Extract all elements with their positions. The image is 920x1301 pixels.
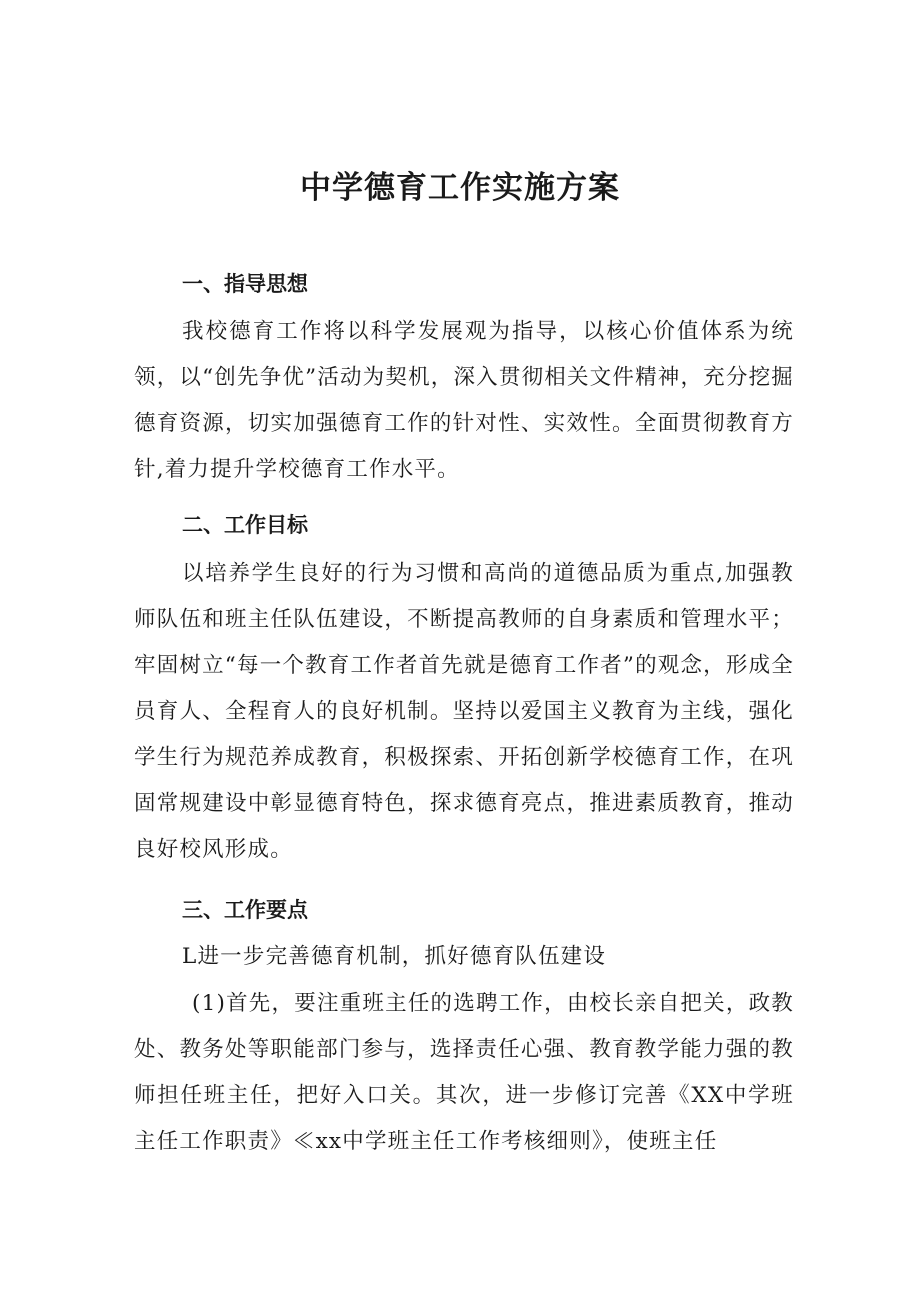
paragraph-guiding-ideology: 我校德育工作将以科学发展观为指导，以核心价值体系为统领，以“创先争优”活动为契机，深入贯彻相关文件精神，充分挖掘德育资源，切实加强德育工作的针对性、实效性。全面贯彻教育方针,着力提升学校德育工作水平。 <box>134 319 794 482</box>
section-heading-guiding-ideology: 一、指导思想 <box>182 272 308 296</box>
paragraph-work-point-1: L进一步完善德育机制，抓好德育队伍建设 <box>182 944 607 969</box>
section-heading-work-goals: 二、工作目标 <box>182 513 308 537</box>
paragraph-work-point-1-detail: (1)首先，要注重班主任的选聘工作，由校长亲自把关，政教处、教务处等职能部门参与，选择责任心强、教育教学能力强的教师担任班主任，把好入口关。其次，进一步修订完善《XX中学班主任工作职责》≪xx中学班主任工作考核细则》，使班主任 <box>134 991 794 1154</box>
paragraph-work-goals: 以培养学生良好的行为习惯和高尚的道德品质为重点,加强教师队伍和班主任队伍建设，不断提高教师的自身素质和管理水平；牢固树立“每一个教育工作者首先就是德育工作者”的观念，形成全员育人、全程育人的良好机制。坚持以爱国主义教育为主线，强化学生行为规范养成教育，积极探索、开拓创新学校德育工作，在巩固常规建设中彰显德育特色，探求德育亮点，推进素质教育，推动良好校风形成。 <box>134 561 794 862</box>
document-title: 中学德育工作实施方案 <box>300 170 620 206</box>
section-heading-work-points: 三、工作要点 <box>182 898 308 922</box>
